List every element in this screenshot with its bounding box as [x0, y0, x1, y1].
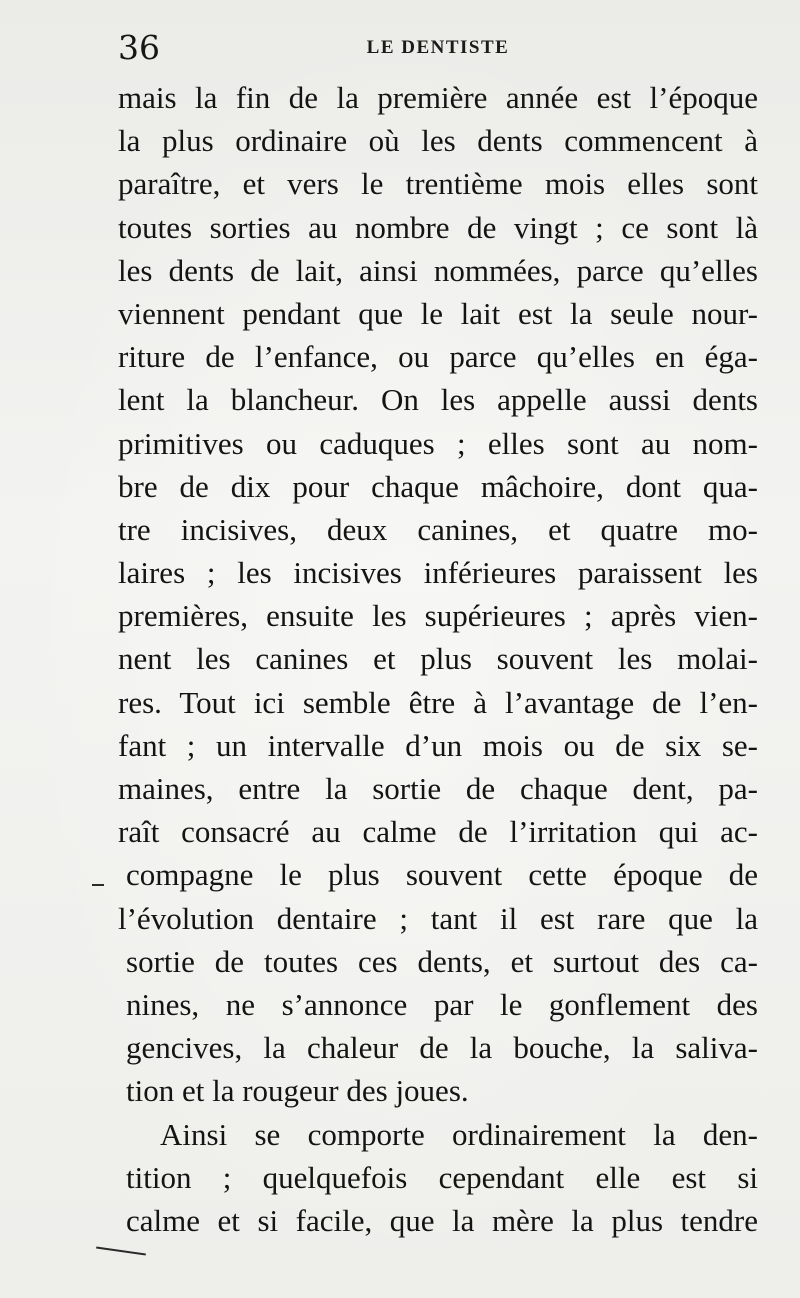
text-line: fant ; un intervalle d’un mois ou de six se- — [118, 727, 758, 763]
text-line: compagne le plus souvent cette époque de — [126, 857, 758, 893]
page-header — [118, 28, 758, 68]
text-line: maines, entre la sortie de chaque dent, pa- — [118, 771, 758, 806]
text-line: toutes sorties au nombre de vingt ; ce sont là — [118, 209, 758, 245]
text-line: laires ; les incisives inférieures paraissent les — [118, 555, 758, 591]
text-line: premières, ensuite les supérieures ; après vien- — [118, 598, 758, 634]
text-line: Ainsi se comporte ordinairement la den- — [160, 1116, 758, 1152]
margin-ink-mark — [92, 884, 104, 886]
text-line: mais la fin de la première année est l’époque — [118, 80, 758, 115]
text-line: raît consacré au calme de l’irritation qui ac- — [118, 814, 758, 850]
text-line: gencives, la chaleur de la bouche, la saliva- — [126, 1030, 758, 1066]
text-line: tre incisives, deux canines, et quatre mo- — [118, 511, 758, 547]
body-text — [118, 76, 758, 1242]
text-line: l’évolution dentaire ; tant il est rare que la — [118, 900, 758, 936]
text-line: riture de l’enfance, ou parce qu’elles en éga- — [118, 339, 758, 375]
page-number: 36 — [118, 28, 160, 67]
text-line: res. Tout ici semble être à l’avantage de l’en- — [118, 684, 758, 720]
text-line: bre de dix pour chaque mâchoire, dont qua- — [118, 468, 758, 504]
text-line: les dents de lait, ainsi nommées, parce qu’elles — [118, 252, 758, 288]
text-line: nent les canines et plus souvent les molai- — [118, 641, 758, 677]
text-line: lent la blancheur. On les appelle aussi dents — [118, 382, 758, 418]
text-line: tion et la rougeur des joues. — [126, 1073, 469, 1109]
text-line: viennent pendant que le lait est la seule nour- — [118, 295, 758, 331]
running-title: LE DENTISTE — [366, 37, 510, 58]
text-line: tition ; quelquefois cependant elle est si — [126, 1159, 758, 1195]
text-line: la plus ordinaire où les dents commencent à — [118, 123, 758, 159]
text-line: calme et si facile, que la mère la plus tendre — [126, 1202, 758, 1238]
text-line: primitives ou caduques ; elles sont au nom- — [118, 425, 758, 461]
text-line: paraître, et vers le trentième mois elles sont — [118, 166, 758, 202]
margin-ink-mark — [96, 1247, 146, 1256]
text-line: nines, ne s’annonce par le gonflement des — [126, 986, 758, 1022]
text-line: sortie de toutes ces dents, et surtout des ca- — [126, 943, 758, 979]
